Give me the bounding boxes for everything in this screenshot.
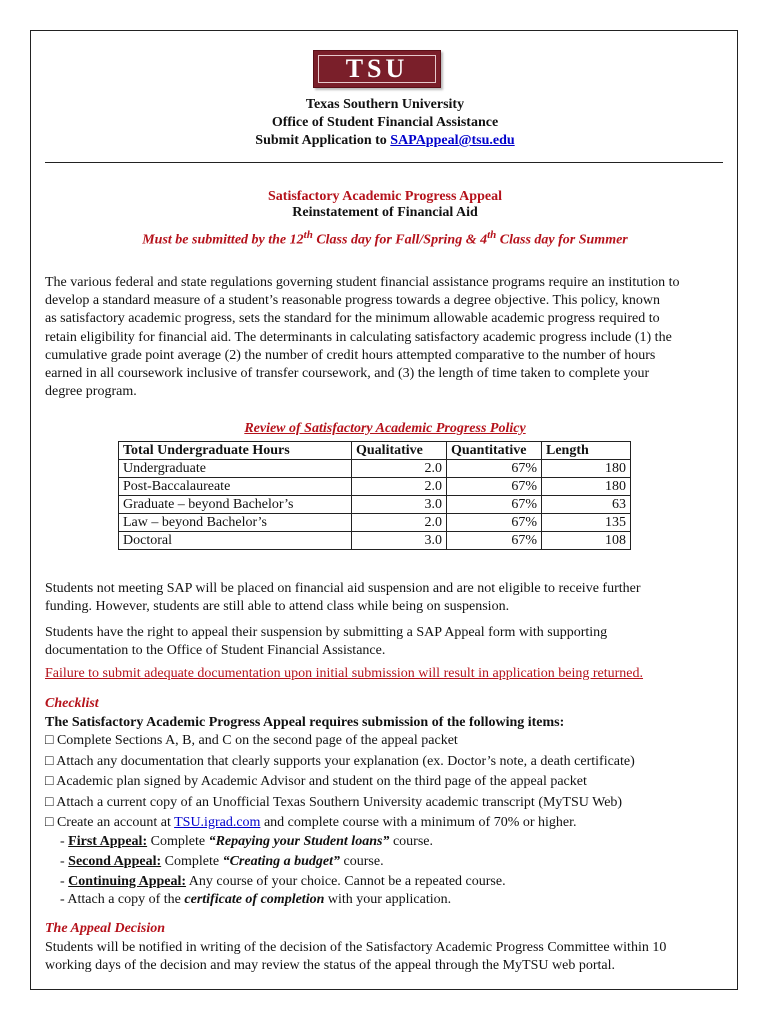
checklist-item-text: Attach any documentation that clearly supports your explanation (ex. Doctor’s note, a death certificate) bbox=[56, 754, 635, 769]
checklist-item-text: Complete Sections A, B, and C on the second page of the appeal packet bbox=[56, 733, 458, 748]
cell-qualitative: 2.0 bbox=[352, 478, 447, 496]
deadline-part3: Class day for Summer bbox=[496, 232, 628, 248]
table-row bbox=[119, 478, 631, 496]
form-subtitle: Reinstatement of Financial Aid bbox=[292, 205, 478, 220]
header-length: Length bbox=[542, 442, 631, 460]
first-appeal-text: Complete bbox=[147, 834, 209, 849]
second-appeal-course: “Creating a budget” bbox=[222, 854, 341, 869]
decision-line: working days of the decision and may review the status of the appeal through the MyTSU web portal. bbox=[45, 958, 615, 973]
warning-notice bbox=[45, 665, 735, 683]
suspension-line: Students not meeting SAP will be placed on financial aid suspension and are not eligible to receive further bbox=[45, 581, 641, 596]
checklist-item bbox=[45, 794, 622, 812]
cell-qualitative: 2.0 bbox=[352, 460, 447, 478]
first-appeal-label: First Appeal: bbox=[68, 834, 148, 849]
checkbox-icon[interactable]: □ bbox=[45, 774, 54, 789]
cell-level: Post-Baccalaureate bbox=[119, 478, 352, 496]
intro-paragraph bbox=[45, 274, 725, 401]
first-appeal-line: - First Appeal: Complete “Repaying your Student loans” course. bbox=[60, 834, 433, 849]
appeal-email-link[interactable]: SAPAppeal@tsu.edu bbox=[390, 133, 515, 148]
attach-prefix: - Attach a copy of the bbox=[60, 892, 185, 907]
warning-part1: Failure to submit adequate documentation upon bbox=[45, 666, 313, 681]
checklist-item bbox=[45, 753, 635, 771]
cell-quantitative: 67% bbox=[447, 496, 542, 514]
checklist-item bbox=[45, 732, 458, 750]
second-appeal-line: - Second Appeal: Complete “Creating a budget” course. bbox=[60, 854, 384, 869]
cell-length: 180 bbox=[542, 460, 631, 478]
first-appeal-course: “Repaying your Student loans” bbox=[208, 834, 390, 849]
cell-qualitative: 2.0 bbox=[352, 514, 447, 532]
header-hours: Total Undergraduate Hours bbox=[119, 442, 352, 460]
cell-level: Law – beyond Bachelor’s bbox=[119, 514, 352, 532]
checklist-item bbox=[45, 773, 587, 791]
decision-heading: The Appeal Decision bbox=[45, 921, 166, 936]
attach-certificate-line bbox=[60, 891, 451, 909]
cell-length: 180 bbox=[542, 478, 631, 496]
checklist-heading: Checklist bbox=[45, 696, 99, 711]
cell-quantitative: 67% bbox=[447, 514, 542, 532]
form-title: Satisfactory Academic Progress Appeal bbox=[268, 189, 502, 204]
checklist-intro: The Satisfactory Academic Progress Appeal requires submission of the following items: bbox=[45, 715, 565, 730]
checkbox-icon[interactable]: □ bbox=[45, 754, 54, 769]
cell-qualitative: 3.0 bbox=[352, 532, 447, 550]
warning-part2: initial submission will result in application being returned. bbox=[312, 666, 644, 681]
deadline-sup2: th bbox=[487, 229, 497, 241]
igrad-link[interactable]: TSU.igrad.com bbox=[174, 815, 261, 830]
header-divider bbox=[45, 162, 723, 163]
intro-line: retain eligibility for financial aid. The determinants in calculating satisfactory academic progress include (1) the bbox=[45, 329, 672, 345]
cell-length: 108 bbox=[542, 532, 631, 550]
checklist-item-text: Attach a current copy of an Unofficial Texas Southern University academic transcript (MyTSU Web) bbox=[56, 795, 623, 810]
intro-line: as satisfactory academic progress, sets the standard for the minimum allowable academic progress required to bbox=[45, 311, 660, 327]
appeal-right-line: Students have the right to appeal their suspension by submitting a SAP Appeal form with supporting bbox=[45, 625, 608, 640]
first-appeal-end: course. bbox=[389, 834, 433, 849]
cell-quantitative: 67% bbox=[447, 478, 542, 496]
deadline-part2: Class day for Fall/Spring & 4 bbox=[312, 232, 488, 248]
cell-length: 135 bbox=[542, 514, 631, 532]
header-qualitative: Qualitative bbox=[352, 442, 447, 460]
decision-paragraph bbox=[45, 939, 735, 975]
cell-level: Undergraduate bbox=[119, 460, 352, 478]
attach-certificate: certificate of completion bbox=[184, 892, 325, 907]
checklist-item-text: Academic plan signed by Academic Advisor and student on the third page of the appeal packet bbox=[56, 774, 587, 789]
submit-prefix: Submit Application to bbox=[255, 133, 391, 148]
decision-line: Students will be notified in writing of the decision of the Satisfactory Academic Progress Committee within 10 bbox=[45, 940, 667, 955]
cell-level: Graduate – beyond Bachelor’s bbox=[119, 496, 352, 514]
appeal-right-line: documentation to the Office of Student Financial Assistance. bbox=[45, 643, 386, 658]
attach-suffix: with your application. bbox=[324, 892, 452, 907]
university-name: Texas Southern University bbox=[305, 97, 465, 112]
cell-quantitative: 67% bbox=[447, 532, 542, 550]
checkbox-icon[interactable]: □ bbox=[45, 815, 54, 830]
tsu-logo bbox=[313, 50, 443, 88]
header-quantitative: Quantitative bbox=[447, 442, 542, 460]
continuing-appeal-text: Any course of your choice. Cannot be a repeated course. bbox=[186, 874, 506, 889]
checkbox-icon[interactable]: □ bbox=[45, 733, 54, 748]
cell-length: 63 bbox=[542, 496, 631, 514]
sap-policy-table bbox=[118, 441, 631, 550]
cell-qualitative: 3.0 bbox=[352, 496, 447, 514]
table-row bbox=[119, 514, 631, 532]
second-appeal-text: Complete bbox=[161, 854, 223, 869]
office-name: Office of Student Financial Assistance bbox=[271, 115, 499, 130]
deadline-notice bbox=[0, 229, 770, 249]
submit-line bbox=[0, 132, 770, 150]
policy-table-title: Review of Satisfactory Academic Progress Policy bbox=[244, 421, 526, 436]
suspension-line: funding. However, students are still able to attend class while being on suspension. bbox=[45, 599, 510, 614]
second-appeal-end: course. bbox=[340, 854, 384, 869]
table-header-row bbox=[119, 442, 631, 460]
cell-level: Doctoral bbox=[119, 532, 352, 550]
continuing-appeal-label: Continuing Appeal: bbox=[68, 874, 187, 889]
continuing-appeal-line: - Continuing Appeal: Any course of your choice. Cannot be a repeated course. bbox=[60, 874, 506, 889]
intro-line: cumulative grade point average (2) the number of credit hours attempted comparative to the number of hours bbox=[45, 347, 656, 363]
deadline-sup1: th bbox=[303, 229, 313, 241]
intro-line: develop a standard measure of a student’s reasonable progress towards a degree objective. This policy, known bbox=[45, 293, 661, 309]
intro-line: earned in all coursework inclusive of transfer coursework, and (3) the length of time taken to complete your bbox=[45, 366, 650, 382]
logo-text: TSU bbox=[345, 54, 409, 83]
deadline-part1: Must be submitted by the 12 bbox=[142, 232, 304, 248]
intro-line: The various federal and state regulations governing student financial assistance programs require an institution to bbox=[45, 275, 680, 290]
appeal-right-paragraph bbox=[45, 624, 735, 660]
account-prefix: Create an account at bbox=[56, 815, 175, 830]
checkbox-icon[interactable]: □ bbox=[45, 795, 54, 810]
account-suffix: and complete course with a minimum of 70% or higher. bbox=[260, 815, 577, 830]
table-row bbox=[119, 532, 631, 550]
checklist-item bbox=[45, 814, 577, 832]
table-row bbox=[119, 496, 631, 514]
second-appeal-label: Second Appeal: bbox=[68, 854, 162, 869]
table-row bbox=[119, 460, 631, 478]
suspension-paragraph bbox=[45, 580, 735, 616]
cell-quantitative: 67% bbox=[447, 460, 542, 478]
intro-line: degree program. bbox=[45, 384, 137, 400]
